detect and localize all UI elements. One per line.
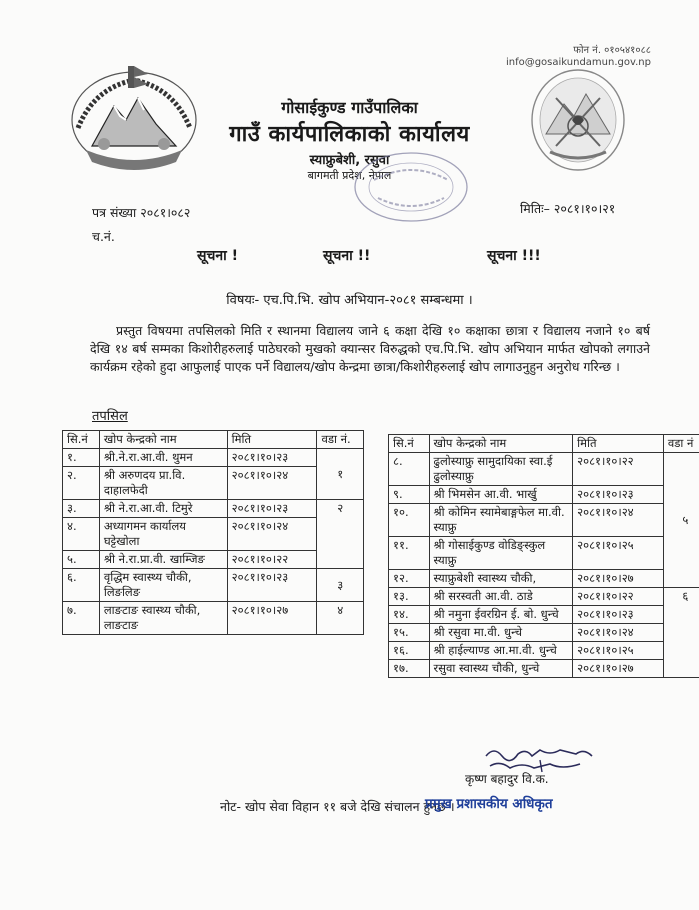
dispatch-number: च.नं. bbox=[92, 229, 115, 244]
cell-center: श्री अरुणदय प्रा.वि. दाहालफेदी bbox=[99, 467, 227, 500]
service-time-note: नोट- खोप सेवा विहान ११ बजे देखि संचालन हुनेछ । bbox=[220, 799, 455, 814]
signatory-designation: प्रमुख प्रशासकीय अधिकृत bbox=[425, 796, 553, 812]
cell-sn: १४. bbox=[389, 606, 430, 624]
cell-ward: ३ bbox=[317, 569, 364, 602]
cell-date: २०८१।१०।२७ bbox=[573, 660, 664, 678]
office-province: बागमती प्रदेश, नेपाल bbox=[307, 169, 392, 182]
cell-ward: ५ bbox=[663, 453, 699, 588]
table-row bbox=[389, 453, 699, 486]
signatory-name: कृष्ण बहादुर वि.क. bbox=[465, 772, 549, 786]
cell-center: श्री कोमिन स्यामेबाङ्गफेल मा.वी. स्याफ्रु bbox=[429, 504, 573, 537]
notice-heading-3: सूचना !!! bbox=[487, 248, 541, 264]
cell-center: अध्यागमन कार्यालय घट्टेखोला bbox=[99, 518, 227, 551]
cell-sn: ४. bbox=[63, 518, 100, 551]
cell-sn: १३. bbox=[389, 588, 430, 606]
cell-center: श्री रसुवा मा.वी. धुन्चे bbox=[429, 624, 573, 642]
cell-sn: १२. bbox=[389, 570, 430, 588]
cell-sn: १०. bbox=[389, 504, 430, 537]
table-row bbox=[389, 624, 699, 642]
cell-date: २०८१।१०।२२ bbox=[573, 588, 664, 606]
header-sn: सि.नं bbox=[63, 431, 100, 449]
municipality-name: गोसाईकुण्ड गाउँपालिका bbox=[281, 98, 418, 117]
notice-body: प्रस्तुत विषयमा तपसिलको मिति र स्थानमा विद्यालय जाने ६ कक्षा देखि १० कक्षाका छात्रा र विद्यालय नजाने १० बर्ष देखि १४ बर्ष सम्मका किशोरीहरुलाई पाठेघरको मुखको क्यान्सर विरुद्धको एच.पि.भि. खोप अभियान मार्फत खोपको लगाउने कार्यक्रम रहेको हुदा आफुलाई पाएक पर्ने विद्यालय/खोप केन्द्रमा छात्रा/किशोरीहरुलाई खोप लागाउनुहुन अनुरोध गरिन्छ । bbox=[90, 323, 650, 374]
cell-date: २०८१।१०।२२ bbox=[227, 551, 317, 569]
cell-date: २०८१।१०।२५ bbox=[573, 642, 664, 660]
reference-number: पत्र संख्या २०८१।०८२ bbox=[92, 205, 191, 220]
header-center: खोप केन्द्रको नाम bbox=[99, 431, 227, 449]
cell-date: २०८१।१०।२३ bbox=[573, 486, 664, 504]
cell-center: श्री ने.रा.आ.वी. टिमुरे bbox=[99, 500, 227, 518]
subject-line: विषयः- एच.पि.भि. खोप अभियान-२०८१ सम्बन्धमा । bbox=[226, 293, 473, 308]
notice-heading-2: सूचना !! bbox=[323, 248, 371, 264]
cell-sn: १६. bbox=[389, 642, 430, 660]
cell-sn: १५. bbox=[389, 624, 430, 642]
cell-ward: ४ bbox=[317, 602, 364, 635]
cell-date: २०८१।१०।२४ bbox=[227, 467, 317, 500]
cell-center: श्री गोसाईकुण्ड वोडिङ्स्कुल स्याफ्रु bbox=[429, 537, 573, 570]
vaccination-table-right bbox=[388, 434, 699, 678]
table-row bbox=[63, 500, 364, 518]
cell-center: श्री हाईल्याण्ड आ.मा.वी. धुन्चे bbox=[429, 642, 573, 660]
cell-date: २०८१।१०।२४ bbox=[573, 624, 664, 642]
office-stamp-icon bbox=[352, 150, 470, 224]
cell-center: श्री ने.रा.प्रा.वी. खाम्जिङ bbox=[99, 551, 227, 569]
cell-date: २०८१।१०।२५ bbox=[573, 537, 664, 570]
table-row bbox=[389, 570, 699, 588]
cell-date: २०८१।१०।२७ bbox=[227, 602, 317, 635]
cell-sn: ५. bbox=[63, 551, 100, 569]
header-center: खोप केन्द्रको नाम bbox=[429, 435, 573, 453]
cell-ward: ६ bbox=[663, 588, 699, 678]
cell-sn: ११. bbox=[389, 537, 430, 570]
cell-ward: २ bbox=[317, 500, 364, 569]
table-row bbox=[389, 606, 699, 624]
cell-date: २०८१।१०।२३ bbox=[227, 500, 317, 518]
cell-center: श्री नमुना ईवरग्रिन ई. बो. धुन्चे bbox=[429, 606, 573, 624]
notice-heading-1: सूचना ! bbox=[197, 248, 239, 264]
table-row bbox=[389, 486, 699, 504]
table-row bbox=[63, 449, 364, 467]
table-row bbox=[389, 642, 699, 660]
table-row bbox=[389, 537, 699, 570]
office-location: स्याफ्रुबेशी, रसुवा bbox=[309, 153, 390, 168]
table-row bbox=[63, 602, 364, 635]
cell-sn: ३. bbox=[63, 500, 100, 518]
office-title: गाउँ कार्यपालिकाको कार्यालय bbox=[229, 122, 470, 147]
cell-center: रसुवा स्वास्थ्य चौकी, धुन्चे bbox=[429, 660, 573, 678]
letter-date: मितिः– २०८१।१०।२१ bbox=[520, 201, 616, 216]
cell-sn: १. bbox=[63, 449, 100, 467]
cell-sn: ८. bbox=[389, 453, 430, 486]
header-ward: वडा नं. bbox=[317, 431, 364, 449]
header-date: मिति bbox=[573, 435, 664, 453]
phone-number: फोन नं. ०१०५४१०८८ bbox=[573, 45, 651, 56]
cell-date: २०८१।१०।२४ bbox=[573, 504, 664, 537]
cell-sn: ९. bbox=[389, 486, 430, 504]
cell-date: २०८१।१०।२४ bbox=[227, 518, 317, 551]
table-row bbox=[63, 569, 364, 602]
email-address: info@gosaikundamun.gov.np bbox=[505, 57, 651, 68]
table-header-row bbox=[63, 431, 364, 449]
cell-center: लाङटाङ स्वास्थ्य चौकी, लाङटाङ bbox=[99, 602, 227, 635]
details-heading: तपसिल bbox=[92, 409, 128, 424]
cell-center: वृद्धिम स्वास्थ्य चौकी, लिङलिङ bbox=[99, 569, 227, 602]
cell-date: २०८१।१०।२२ bbox=[573, 453, 664, 486]
cell-center: ढुलोस्याफ्रु सामुदायिका स्वा.ई ढुलोस्याफ्रु bbox=[429, 453, 573, 486]
table-row bbox=[389, 660, 699, 678]
cell-sn: ६. bbox=[63, 569, 100, 602]
vaccination-table-left bbox=[62, 430, 364, 635]
cell-center: श्री सरस्वती आ.वी. ठाडे bbox=[429, 588, 573, 606]
table-header-row bbox=[389, 435, 699, 453]
cell-center: स्याफ्रुबेशी स्वास्थ्य चौकी, bbox=[429, 570, 573, 588]
cell-sn: १७. bbox=[389, 660, 430, 678]
table-row bbox=[389, 588, 699, 606]
cell-center: श्री भिमसेन आ.वी. भार्खु bbox=[429, 486, 573, 504]
header-sn: सि.नं bbox=[389, 435, 430, 453]
cell-center: श्री.ने.रा.आ.वी. थुमन bbox=[99, 449, 227, 467]
cell-date: २०८१।१०।२३ bbox=[227, 449, 317, 467]
cell-date: २०८१।१०।२३ bbox=[573, 606, 664, 624]
cell-sn: ७. bbox=[63, 602, 100, 635]
table-row bbox=[389, 504, 699, 537]
header-ward: वडा नं bbox=[663, 435, 699, 453]
cell-ward: १ bbox=[317, 449, 364, 500]
header-date: मिति bbox=[227, 431, 317, 449]
cell-date: २०८१।१०।२३ bbox=[227, 569, 317, 602]
cell-sn: २. bbox=[63, 467, 100, 500]
cell-date: २०८१।१०।२७ bbox=[573, 570, 664, 588]
